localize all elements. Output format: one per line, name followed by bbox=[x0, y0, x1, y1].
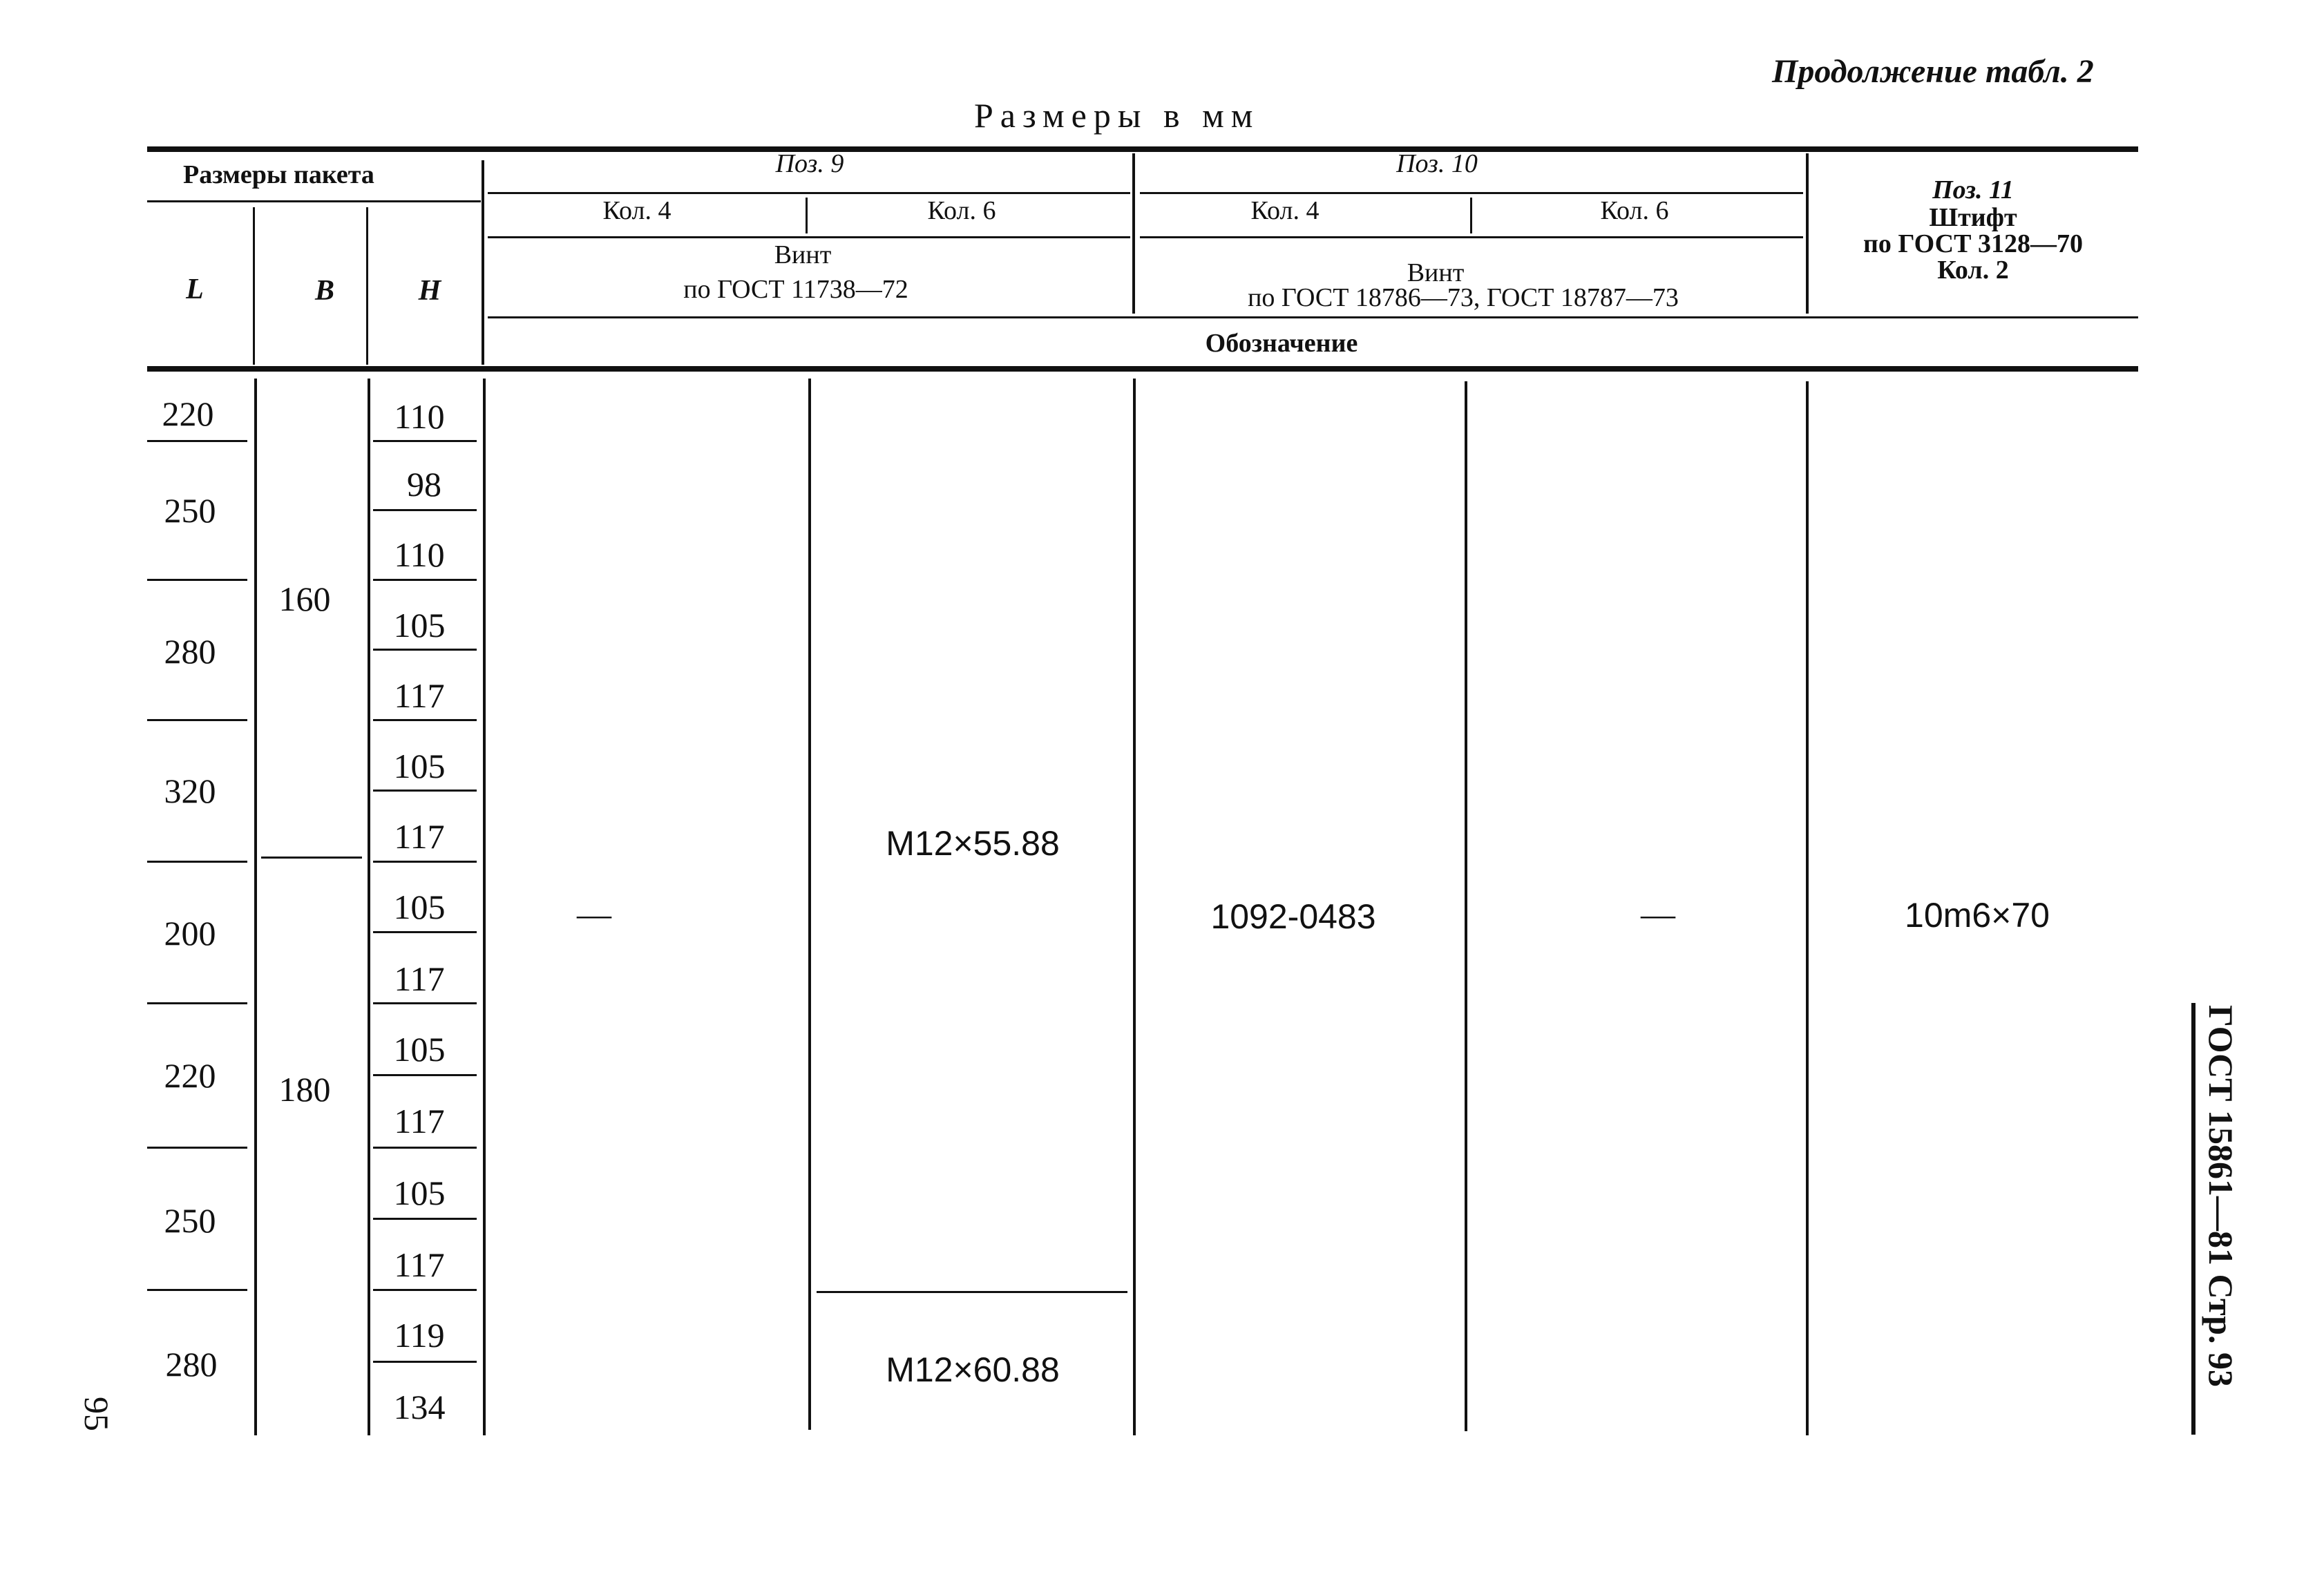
h-separator bbox=[373, 1361, 477, 1363]
h-separator bbox=[373, 649, 477, 651]
h-value: 117 bbox=[394, 676, 445, 715]
h-separator bbox=[373, 1218, 477, 1220]
body-divider-bh bbox=[368, 379, 370, 1435]
h-value: 119 bbox=[394, 1316, 445, 1355]
side-label-rule bbox=[2191, 1003, 2196, 1435]
continuation-label: Продолжение табл. 2 bbox=[1772, 53, 2094, 90]
pos11-pin-label: Штифт bbox=[1929, 203, 2017, 232]
h-value: 105 bbox=[393, 888, 446, 926]
h-value: 98 bbox=[407, 465, 441, 504]
b-value: 180 bbox=[278, 1070, 331, 1109]
rule-under-pos9 bbox=[488, 192, 1130, 194]
h-value: 117 bbox=[394, 817, 445, 856]
units-title: Размеры в мм bbox=[974, 96, 1260, 135]
qty-tick-pos9 bbox=[806, 198, 808, 233]
pos10-standard: по ГОСТ 18786—73, ГОСТ 18787—73 bbox=[1248, 283, 1679, 312]
h-separator bbox=[373, 790, 477, 792]
pos9-qty6-designation-b: М12×60.88 bbox=[886, 1350, 1060, 1389]
qty-tick-pos10 bbox=[1470, 198, 1472, 233]
h-separator bbox=[373, 719, 477, 721]
header-divider-1 bbox=[482, 160, 484, 365]
pos10-header: Поз. 10 bbox=[1396, 149, 1478, 178]
header-divider-h bbox=[366, 207, 368, 365]
header-divider-b bbox=[253, 207, 255, 365]
l-value: 250 bbox=[164, 1201, 216, 1240]
l-separator bbox=[147, 719, 247, 721]
body-divider-pos10-pos11 bbox=[1806, 381, 1809, 1435]
body-divider-lb bbox=[254, 379, 257, 1435]
rule-under-qty-pos9 bbox=[488, 236, 1130, 238]
h-separator bbox=[373, 861, 477, 863]
body-divider-pos9 bbox=[808, 379, 811, 1430]
body-divider-h-pos9 bbox=[483, 379, 486, 1435]
h-separator bbox=[373, 1289, 477, 1291]
l-separator bbox=[147, 861, 247, 863]
h-separator bbox=[373, 1074, 477, 1076]
pos9-screw-label: Винт bbox=[774, 240, 832, 269]
pos10-qty4-designation: 1092-0483 bbox=[1210, 897, 1376, 936]
l-separator bbox=[147, 1002, 247, 1004]
pos11-header: Поз. 11 bbox=[1932, 175, 2014, 204]
pos10-qty4-header: Кол. 4 bbox=[1250, 196, 1320, 225]
h-value: 134 bbox=[393, 1388, 446, 1426]
pos9-qty6-separator bbox=[817, 1291, 1127, 1293]
pos9-qty4-designation: — bbox=[577, 895, 611, 933]
col-b-header: B bbox=[314, 275, 335, 307]
pos9-header: Поз. 9 bbox=[775, 149, 844, 178]
pos9-standard: по ГОСТ 11738—72 bbox=[683, 275, 908, 304]
side-label: ГОСТ 15861—81 Стр. 93 bbox=[2202, 1005, 2240, 1387]
h-separator bbox=[373, 931, 477, 933]
l-separator bbox=[147, 440, 247, 442]
l-separator bbox=[147, 1289, 247, 1291]
h-value: 117 bbox=[394, 959, 445, 998]
pos10-screw-label: Винт bbox=[1407, 258, 1465, 287]
pos10-qty6-header: Кол. 6 bbox=[1600, 196, 1669, 225]
h-separator bbox=[373, 579, 477, 581]
rule-under-package-sizes bbox=[147, 200, 481, 202]
h-value: 110 bbox=[394, 535, 445, 574]
l-value: 220 bbox=[162, 394, 214, 433]
pos11-designation: 10m6×70 bbox=[1905, 896, 2050, 935]
pos11-standard: по ГОСТ 3128—70 bbox=[1863, 229, 2083, 258]
body-divider-pos10 bbox=[1465, 381, 1467, 1431]
h-value: 110 bbox=[394, 397, 445, 436]
l-value: 220 bbox=[164, 1056, 216, 1095]
header-divider-pos11 bbox=[1806, 153, 1809, 314]
table-top-rule bbox=[147, 146, 2138, 152]
h-separator bbox=[373, 440, 477, 442]
l-value: 280 bbox=[165, 1345, 218, 1384]
pos9-qty6-header: Кол. 6 bbox=[927, 196, 996, 225]
h-value: 105 bbox=[393, 1174, 446, 1212]
l-separator bbox=[147, 579, 247, 581]
l-value: 320 bbox=[164, 772, 216, 810]
b-separator bbox=[261, 857, 362, 859]
h-value: 105 bbox=[393, 747, 446, 785]
h-separator bbox=[373, 1002, 477, 1004]
body-divider-pos9-pos10 bbox=[1133, 379, 1136, 1435]
rule-under-pos10 bbox=[1140, 192, 1803, 194]
package-sizes-header: Размеры пакета bbox=[183, 160, 374, 189]
h-separator bbox=[373, 509, 477, 511]
col-h-header: H bbox=[418, 275, 441, 307]
h-value: 117 bbox=[394, 1245, 445, 1284]
pos9-qty4-header: Кол. 4 bbox=[602, 196, 672, 225]
rule-under-qty-pos10 bbox=[1140, 236, 1803, 238]
designation-header: Обозначение bbox=[1205, 329, 1358, 358]
l-separator bbox=[147, 1147, 247, 1149]
pos11-qty: Кол. 2 bbox=[1937, 256, 2009, 285]
b-value: 160 bbox=[278, 580, 331, 618]
h-value: 105 bbox=[393, 606, 446, 644]
h-separator bbox=[373, 1147, 477, 1149]
l-value: 280 bbox=[164, 632, 216, 671]
h-value: 105 bbox=[393, 1030, 446, 1069]
pos10-qty6-designation: — bbox=[1641, 895, 1675, 933]
page-number: 95 bbox=[77, 1397, 116, 1431]
col-l-header: L bbox=[186, 274, 204, 305]
l-value: 200 bbox=[164, 914, 216, 953]
header-divider-pos bbox=[1132, 153, 1135, 314]
pos9-qty6-designation-a: М12×55.88 bbox=[886, 824, 1060, 863]
rule-under-standards bbox=[488, 316, 2138, 318]
l-value: 250 bbox=[164, 491, 216, 530]
h-value: 117 bbox=[394, 1102, 445, 1140]
header-bottom-rule bbox=[147, 366, 2138, 372]
